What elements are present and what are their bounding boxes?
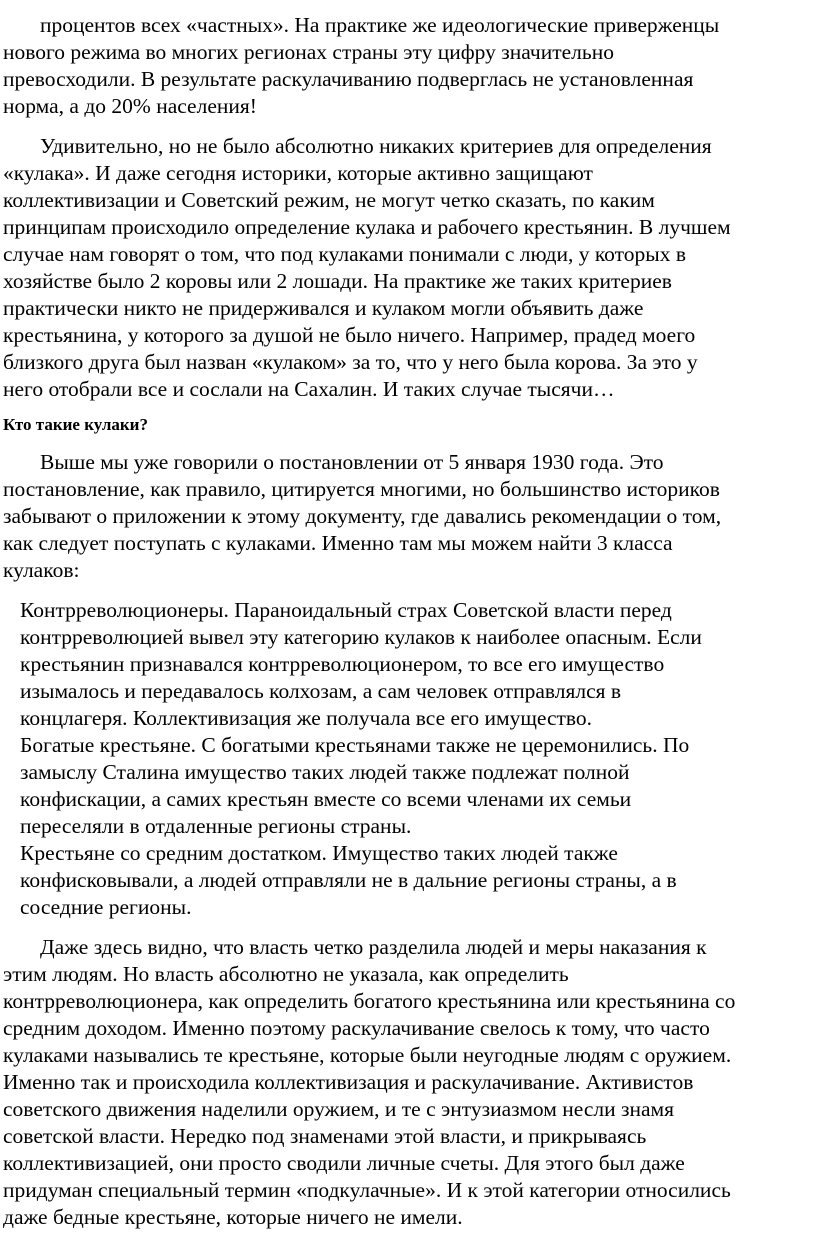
text-line: кулаками назывались те крестьяне, которые были неугодные людям с оружием. — [3, 1043, 732, 1067]
list-item: Контрреволюционеры. Параноидальный страх Советской власти перед — [20, 598, 672, 622]
list-item-line: контрреволюцией вывел эту категорию кулаков к наиболее опасным. Если — [20, 625, 702, 649]
text-line: как следует поступать с кулаками. Именно там мы можем найти 3 класса — [3, 531, 673, 555]
list-item-line: соседние регионы. — [20, 895, 192, 919]
list-item-line: конфисковывали, а людей отправляли не в дальние регионы страны, а в — [20, 868, 677, 892]
text-line: даже бедные крестьяне, которые ничего не имели. — [3, 1205, 463, 1229]
text-line: практически никто не придерживался и кулаком могли объявить даже — [3, 296, 644, 320]
text-line: процентов всех «частных». На практике же идеологические приверженцы — [40, 13, 720, 37]
text-line: Выше мы уже говорили о постановлении от 5 января 1930 года. Это — [40, 450, 664, 474]
text-line: нового режима во многих регионах страны эту цифру значительно — [3, 40, 614, 64]
text-line: хозяйстве было 2 коровы или 2 лошади. На практике же таких критериев — [3, 269, 672, 293]
text-line: норма, а до 20% населения! — [3, 94, 257, 118]
text-line: крестьянина, у которого за душой не было ничего. Например, прадед моего — [3, 323, 696, 347]
text-line: советского движения наделили оружием, и те с энтузиазмом несли знамя — [3, 1097, 675, 1121]
list-item-line: концлагеря. Коллективизация же получала все его имущество. — [20, 706, 593, 730]
text-line: близкого друга был назван «кулаком» за то, что у него была корова. За это у — [3, 350, 698, 374]
text-line: коллективизацией, они просто сводили личные счеты. Для этого был даже — [3, 1151, 685, 1175]
text-line: постановление, как правило, цитируется многими, но большинство историков — [3, 477, 720, 501]
list-item-line: изымалось и передавалось колхозам, а сам человек отправлялся в — [20, 679, 622, 703]
list-item-line: замыслу Сталина имущество таких людей также подлежат полной — [20, 760, 630, 784]
text-line: превосходили. В результате раскулачиванию подверглась не установленная — [3, 67, 694, 91]
text-line: коллективизации и Советский режим, не могут четко сказать, по каким — [3, 188, 655, 212]
text-line: Даже здесь видно, что власть четко разделила людей и меры наказания к — [40, 935, 707, 959]
list-item: Крестьяне со средним достатком. Имущество таких людей также — [20, 841, 618, 865]
text-line: Удивительно, но не было абсолютно никаких критериев для определения — [40, 134, 712, 158]
list-item-line: конфискации, а самих крестьян вместе со всеми членами их семьи — [20, 787, 632, 811]
text-line: случае нам говорят о том, что под кулаками понимали с люди, у которых в — [3, 242, 686, 266]
list-item-line: крестьянин признавался контрреволюционером, то все его имущество — [20, 652, 665, 676]
text-line: советской власти. Нередко под знаменами этой власти, и прикрываясь — [3, 1124, 647, 1148]
text-line: забывают о приложении к этому документу, где давались рекомендации о том, — [3, 504, 722, 528]
text-line: «кулака». И даже сегодня историки, которые активно защищают — [3, 161, 593, 185]
text-line: средним доходом. Именно поэтому раскулачивание свелось к тому, что часто — [3, 1016, 710, 1040]
list-item-line: переселяли в отдаленные регионы страны. — [20, 814, 412, 838]
text-line: него отобрали все и сослали на Сахалин. И таких случае тысячи… — [3, 377, 615, 401]
list-item: Богатые крестьяне. С богатыми крестьянами также не церемонились. По — [20, 733, 690, 757]
text-line: контрреволюционера, как определить богатого крестьянина или крестьянина со — [3, 989, 736, 1013]
text-line: Именно так и происходила коллективизация и раскулачивание. Активистов — [3, 1070, 694, 1094]
text-line: этим людям. Но власть абсолютно не указала, как определить — [3, 962, 569, 986]
text-line: придуман специальный термин «подкулачные». И к этой категории относились — [3, 1178, 731, 1202]
text-line: кулаков: — [3, 558, 80, 582]
section-heading: Кто такие кулаки? — [3, 415, 148, 434]
text-line: принципам происходило определение кулака и рабочего крестьянин. В лучшем — [3, 215, 731, 239]
